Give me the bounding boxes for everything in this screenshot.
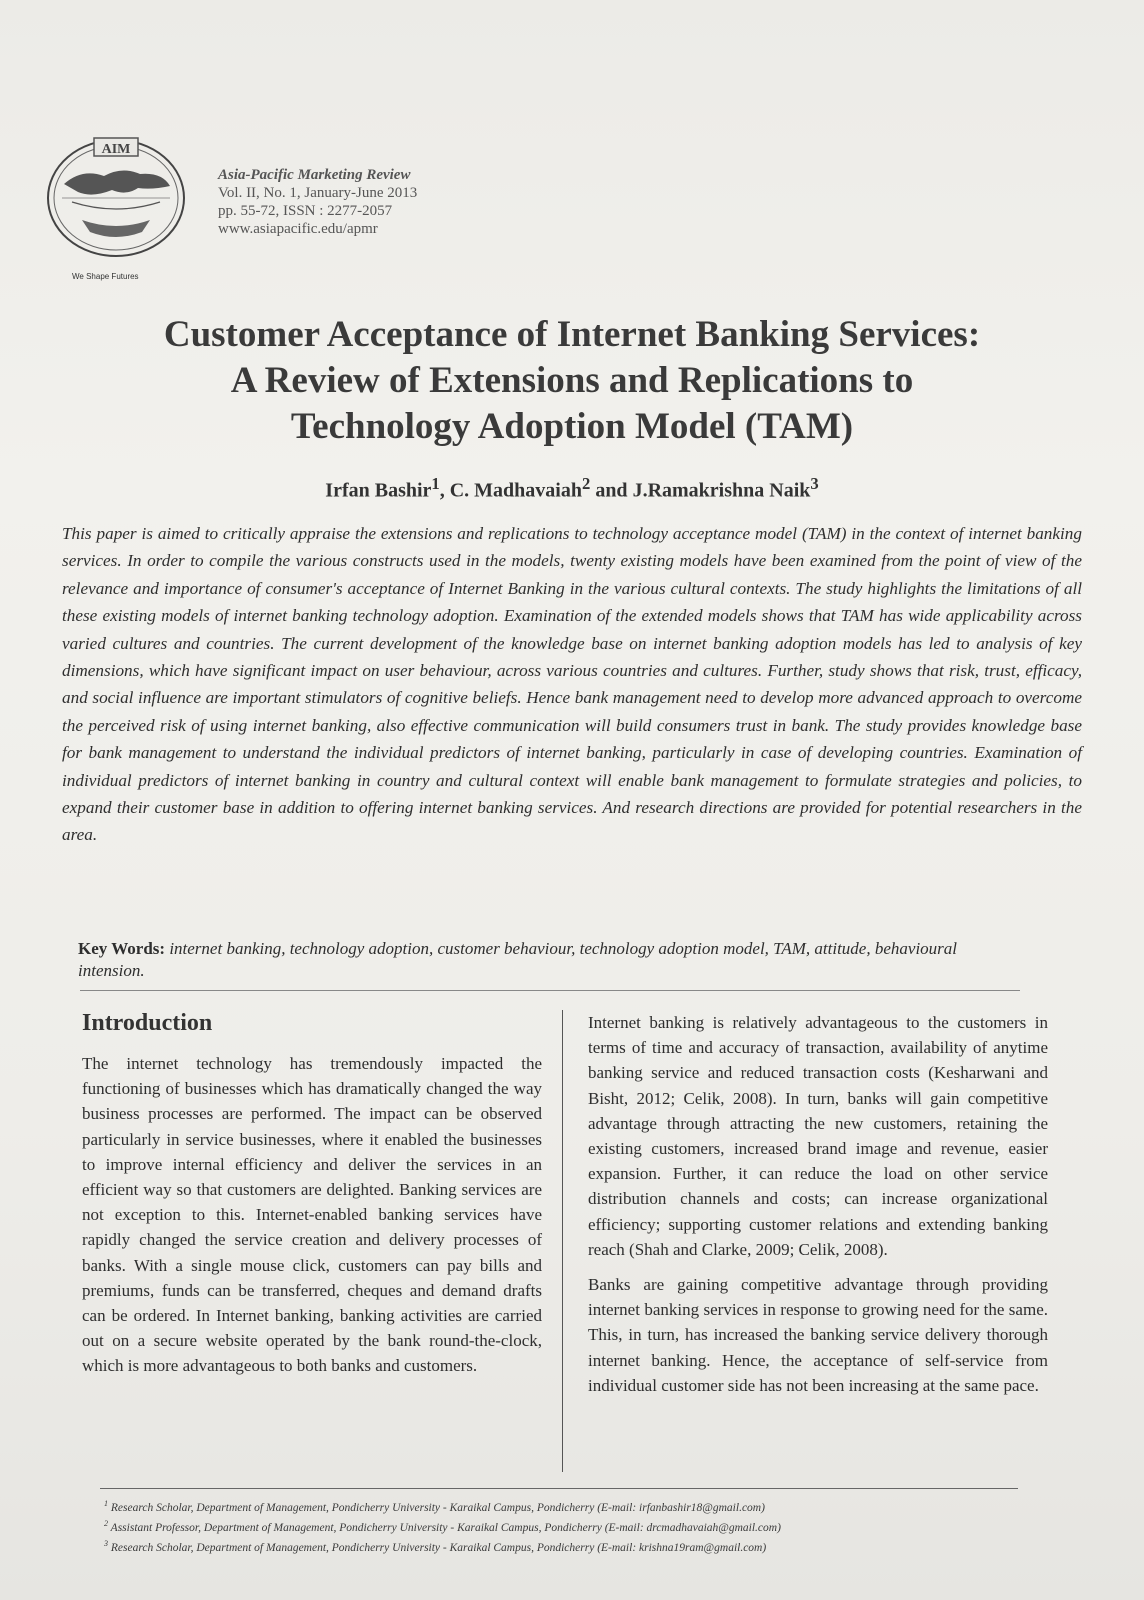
column-left [82, 1010, 542, 1379]
author-3: J.Ramakrishna Naik [632, 479, 811, 502]
keywords-label: Key Words: [78, 939, 166, 958]
journal-pages: pp. 55-72, ISSN : 2277-2057 [218, 203, 393, 219]
journal-url[interactable]: www.asiapacific.edu/apmr [218, 221, 378, 237]
footnote-mark: 1 [104, 1499, 108, 1508]
footnote-3 [104, 1536, 1044, 1556]
column-right [588, 1010, 1048, 1398]
footnote-1 [104, 1496, 1044, 1516]
body-paragraph: The internet technology has tremendously impacted the functioning of businesses which has dramatically changed the way business processes are performed. The impact can be observed particularly in service businesses, where it enabled the businesses to improve internal efficiency and deliver the services in an efficient way so that customers are delighted. Banking services are not exception to this. Internet-enabled banking services have rapidly changed the service creation and delivery processes of banks. With a single mouse click, customers can pay bills and premiums, funds can be transferred, cheques and demand drafts can be ordered. In Internet banking, banking activities are carried out on a secure website operated by the bank round-the-clock, which is more advantageous to both banks and customers. [82, 1054, 542, 1376]
journal-info [218, 166, 417, 238]
journal-logo [42, 132, 190, 282]
keywords-text: internet banking, technology adoption, customer behaviour, technology adoption model, TAM, attitude, behavioural intension. [78, 939, 958, 980]
globe-logo-icon [42, 132, 190, 260]
footnote-text: Research Scholar, Department of Management, Pondicherry University - Karaikal Campus, Pondicherry (E-mail: krishna19ram@gmail.com) [110, 1541, 767, 1554]
footnote-mark: 3 [104, 1538, 108, 1548]
section-divider [80, 990, 1020, 991]
journal-name: Asia-Pacific Marketing Review [218, 167, 411, 183]
footnote-text: Assistant Professor, Department of Management, Pondicherry University - Karaikal Campus, Pondicherry (E-mail: drcmadhavaiah@gmail.com) [110, 1521, 781, 1534]
author-separator: and [590, 479, 633, 502]
footnote-text: Research Scholar, Department of Management, Pondicherry University - Karaikal Campus, Pondicherry (E-mail: irfanbashir18@gmail.com) [110, 1501, 765, 1514]
logo-text: AIM [101, 142, 131, 157]
author-list [60, 474, 1084, 503]
author-2: C. Madhavaiah [449, 479, 582, 502]
title-line-1: Customer Acceptance of Internet Banking Services: [163, 314, 981, 355]
author-separator: , [439, 479, 450, 502]
title-line-2: A Review of Extensions and Replications to [230, 360, 914, 401]
abstract: This paper is aimed to critically appraise the extensions and replications to technology acceptance model (TAM) in the context of internet banking services. In order to compile the various constructs used in the models, twenty existing models have been examined from the point of view of the relevance and importance of consumer's acceptance of Internet Banking in the various cultural contexts. The study highlights the limitations of all these existing models of internet banking technology adoption. Examination of the extended models shows that TAM has wide applicability across varied cultures and countries. The current development of the knowledge base on internet banking adoption models has led to analysis of key dimensions, which have significant impact on user behaviour, across various countries and cultures. Further, study shows that risk, trust, efficacy, and social influence are important stimulators of cognitive beliefs. Hence bank management need to develop more advanced approach to overcome the perceived risk of using internet banking, also effective communication will build consumers trust in bank. The study provides knowledge base for bank management to understand the individual predictors of internet banking, particularly in case of developing countries. Examination of individual predictors of internet banking in country and cultural context will enable bank management to formulate strategies and policies, to expand their customer base in addition to offering internet banking services. And research directions are provided for potential researchers in the area. [62, 524, 1082, 845]
footnote-mark: 2 [104, 1518, 108, 1528]
footnote-divider [100, 1488, 1018, 1489]
footnotes [104, 1496, 1044, 1555]
journal-volume: Vol. II, No. 1, January-June 2013 [218, 185, 418, 201]
title-line-3: Technology Adoption Model (TAM) [290, 406, 854, 447]
author-2-mark: 2 [581, 474, 591, 493]
logo-caption: We Shape Futures [72, 272, 139, 281]
author-1-mark: 1 [431, 474, 440, 493]
footnote-2 [104, 1516, 1044, 1536]
paper-title [60, 312, 1084, 450]
body-paragraph: Banks are gaining competitive advantage through providing internet banking services in response to growing need for the same. This, in turn, has increased the banking service delivery thorough internet banking. Hence, the acceptance of self-service from individual customer side has not been increasing at the same pace. [588, 1275, 1048, 1395]
column-divider [562, 1010, 563, 1472]
author-3-mark: 3 [810, 474, 819, 493]
author-1: Irfan Bashir [325, 479, 432, 502]
body-paragraph: Internet banking is relatively advantageous to the customers in terms of time and accuracy of transaction, availability of anytime banking service and reduced transaction costs (Kesharwani and Bisht, 2012; Celik, 2008). In turn, banks will gain competitive advantage through attracting the new customers, retaining the existing customers, increased brand image and revenue, easier expansion. Further, it can reduce the load on other service distribution channels and costs; can increase organizational efficiency; supporting customer relations and extending banking reach (Shah and Clarke, 2009; Celik, 2008). [588, 1013, 1048, 1259]
section-heading: Introduction [82, 1010, 213, 1036]
keywords [78, 938, 978, 982]
